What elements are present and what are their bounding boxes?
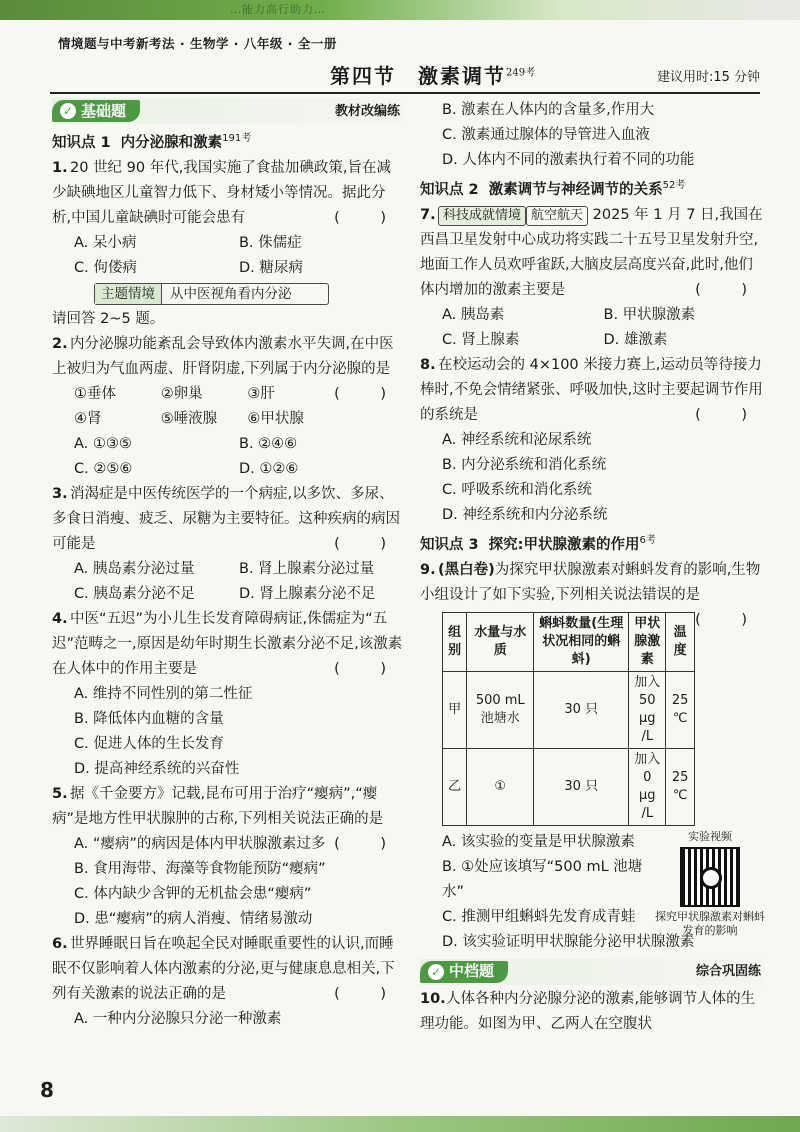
- q1-num: 1.: [52, 159, 68, 176]
- q3-options: [52, 557, 404, 607]
- q9-paren: ( ): [695, 611, 765, 628]
- table-cell: 25 ℃: [666, 671, 695, 748]
- q2-item-5: ⑤唾液腺: [160, 410, 218, 427]
- experiment-table: [442, 612, 695, 826]
- q6-option-c[interactable]: C. 激素通过腺体的导管进入血液: [442, 127, 650, 143]
- table-header: 组别: [443, 612, 467, 671]
- q5-option-b[interactable]: B. 食用海带、海藻等食物能预防“瘿病”: [74, 860, 326, 877]
- table-cell: 25 ℃: [666, 748, 695, 825]
- q5-option-a[interactable]: A. “瘿病”的病因是体内甲状腺激素过多: [74, 835, 326, 852]
- q3-option-d[interactable]: D. 肾上腺素分泌不足: [239, 585, 376, 602]
- q9-option-c[interactable]: C. 推测甲组蝌蚪先发育成青蛙: [442, 908, 636, 925]
- q2-options: [52, 432, 404, 482]
- q5-option-c[interactable]: C. 体内缺少含钾的无机盐会患“瘿病”: [74, 885, 312, 902]
- question-7: [420, 203, 765, 303]
- q5-option-d[interactable]: D. 患“瘿病”的病人消瘦、情绪易激动: [74, 910, 313, 927]
- bottom-decorative-strip: [0, 1116, 800, 1132]
- q3-text: 消渴症是中医传统医学的一个病症,以多饮、多尿、多食日消瘦、疲乏、尿糖为主要特征。这种疾病的病因可能是: [52, 485, 400, 552]
- q3-option-b[interactable]: B. 肾上腺素分泌过量: [239, 560, 375, 577]
- knowledge-point-1: [52, 126, 404, 156]
- q2-text: 内分泌腺功能紊乱会导致体内激素水平失调,在中医上被归为气血两虚、肝肾阴虚,下列属于内分泌腺的是: [52, 335, 394, 377]
- q6-option-d[interactable]: D. 人体内不同的激素执行着不同的功能: [442, 152, 695, 168]
- q7-option-b[interactable]: B. 甲状腺激素: [603, 306, 696, 323]
- q3-paren: ( ): [334, 535, 404, 552]
- q2-paren: ( ): [334, 385, 404, 402]
- q2-num: 2.: [52, 335, 68, 352]
- table-header: 水量与水质: [467, 612, 534, 671]
- q9-option-b[interactable]: B. ①处应该填写“500 mL 池塘水”: [442, 858, 643, 900]
- question-8: [420, 353, 765, 428]
- q8-paren: ( ): [695, 406, 765, 423]
- q7-option-a[interactable]: A. 胰岛素: [442, 306, 505, 323]
- q2-item-2: ②卵巢: [160, 385, 203, 402]
- table-header-row: [443, 612, 695, 671]
- kp1-sup: 191考: [222, 133, 252, 144]
- q2-option-b[interactable]: B. ②④⑥: [239, 435, 298, 452]
- table-cell: 500 mL 池塘水: [467, 671, 534, 748]
- q8-num: 8.: [420, 356, 436, 373]
- theme-label: 主题情境: [95, 284, 162, 304]
- table-row: [443, 671, 695, 748]
- q6-paren: ( ): [334, 985, 404, 1002]
- theme-title: 从中医视角看内分泌: [170, 285, 292, 302]
- q7-context-pill: 科技成就情境: [438, 206, 526, 226]
- section-title: [330, 60, 535, 89]
- q8-option-c[interactable]: C. 呼吸系统和消化系统: [442, 481, 592, 498]
- table-cell: 加入 0 μg /L: [629, 748, 666, 825]
- q1-options: [52, 231, 404, 281]
- q2-item-4: ④肾: [74, 410, 102, 427]
- header-divider: [50, 92, 760, 94]
- q4-text: 中医“五迟”为小儿生长发育障碍病证,侏儒症为“五迟”范畴之一,原因是幼年时期生长激素分泌不足,该激素在人体中的作用主要是: [52, 610, 403, 677]
- q2-item-6: ⑥甲状腺: [247, 410, 304, 427]
- left-column: [52, 98, 404, 1032]
- table-row: [443, 748, 695, 825]
- table-cell: 甲: [443, 671, 467, 748]
- section-title-sup: 249考: [506, 67, 536, 79]
- theme-context-box: [94, 283, 329, 305]
- question-1: [52, 156, 404, 231]
- q9-num: 9.: [420, 561, 436, 578]
- mid-section-bar: [420, 959, 765, 985]
- q9-option-a[interactable]: A. 该实验的变量是甲状腺激素: [442, 833, 635, 850]
- top-strip-text: …能力高行助力…: [230, 3, 326, 16]
- q8-option-b[interactable]: B. 内分泌系统和消化系统: [442, 456, 607, 473]
- q9-option-d[interactable]: D. 该实验证明甲状腺能分泌甲状腺激素: [442, 933, 695, 950]
- check-icon: ✓: [428, 964, 444, 980]
- question-4: [52, 607, 404, 682]
- mid-tag: [420, 961, 508, 983]
- q7-option-c[interactable]: C. 肾上腺素: [442, 331, 520, 348]
- q3-num: 3.: [52, 485, 68, 502]
- table-header: 温度: [666, 612, 695, 671]
- q7-options: [420, 303, 765, 353]
- q7-text: 2025 年 1 月 7 日,我国在西昌卫星发射中心成功将实践二十五号卫星发射升空,地面工作人员欢呼雀跃,大脑皮层高度兴奋,此时,他们体内增加的激素主要是: [420, 206, 763, 298]
- mid-bar-right: 综合巩固练: [695, 964, 761, 980]
- q4-num: 4.: [52, 610, 68, 627]
- question-3: [52, 482, 404, 557]
- qr-code-icon[interactable]: [680, 847, 740, 907]
- knowledge-point-2: [420, 173, 765, 203]
- q7-paren: ( ): [695, 281, 765, 298]
- q9-options-block: [420, 829, 765, 937]
- q4-option-c[interactable]: C. 促进人体的生长发育: [74, 735, 224, 752]
- q10-text: 人体各种内分泌腺分泌的激素,能够调节人体的生理功能。如图为甲、乙两人在空腹状: [420, 990, 756, 1032]
- right-column: [420, 98, 765, 1037]
- kp2-num: 知识点 2: [420, 181, 479, 198]
- section-title-text: 第四节 激素调节: [330, 64, 506, 88]
- q4-option-a[interactable]: A. 维持不同性别的第二性征: [74, 685, 253, 702]
- q2-items: [52, 382, 334, 432]
- q1-option-d[interactable]: D. 糖尿病: [239, 259, 303, 276]
- kp3-num: 知识点 3: [420, 536, 479, 553]
- table-cell: 加入 50 μg /L: [629, 671, 666, 748]
- basic-section-bar: [52, 98, 404, 124]
- kp1-title: 内分泌腺和激素: [120, 134, 223, 151]
- basic-tag: [52, 100, 140, 122]
- table-cell: 30 只: [534, 748, 629, 825]
- qr-block: [655, 830, 765, 938]
- q8-option-d[interactable]: D. 神经系统和内分泌系统: [442, 506, 608, 523]
- kp1-num: 知识点 1: [52, 134, 111, 151]
- question-6: [52, 932, 404, 1007]
- q5-num: 5.: [52, 785, 68, 802]
- q6-option-a[interactable]: A. 一种内分泌腺只分泌一种激素: [74, 1010, 282, 1027]
- q6-num: 6.: [52, 935, 68, 952]
- q1-option-b[interactable]: B. 侏儒症: [239, 234, 302, 251]
- q1-paren: ( ): [334, 209, 404, 226]
- qr-title: 实验视频: [688, 829, 732, 843]
- q6-option-b[interactable]: B. 激素在人体内的含量多,作用大: [442, 102, 655, 118]
- qr-caption: 探究甲状腺激素对蝌蚪发育的影响: [655, 909, 765, 937]
- question-10: [420, 987, 765, 1037]
- basic-tag-label: 基础题: [81, 101, 127, 120]
- q10-num: 10.: [420, 990, 446, 1007]
- q7-num: 7.: [420, 206, 436, 223]
- intro-2-5: 请回答 2~5 题。: [52, 310, 165, 327]
- q2-option-d[interactable]: D. ①②⑥: [239, 460, 299, 477]
- table-header: 蝌蚪数量(生理状况相同的蝌蚪): [534, 612, 629, 671]
- kp2-title: 激素调节与神经调节的关系: [488, 181, 663, 198]
- q1-option-c[interactable]: C. 佝偻病: [74, 259, 137, 276]
- q5-text: 据《千金要方》记载,昆布可用于治疗“瘿病”,“瘿病”是地方性甲状腺肿的古称,下列相关说法正确的是: [52, 785, 384, 827]
- q1-text: 20 世纪 90 年代,我国实施了食盐加碘政策,旨在减少缺碘地区儿童智力低下、身材矮小等情况。据此分析,中国儿童缺碘时可能会患有: [52, 159, 391, 226]
- q3-option-a[interactable]: A. 胰岛素分泌过量: [74, 560, 195, 577]
- knowledge-point-3: [420, 528, 765, 558]
- book-header: 情境题与中考新考法 · 生物学 · 八年级 · 全一册: [58, 36, 337, 51]
- q7-option-d[interactable]: D. 雄激素: [603, 331, 668, 348]
- mid-tag-label: 中档题: [449, 962, 495, 981]
- top-decorative-strip: [0, 0, 800, 20]
- q8-option-a[interactable]: A. 神经系统和泌尿系统: [442, 431, 592, 448]
- q5-paren: ( ): [334, 835, 404, 852]
- q8-text: 在校运动会的 4×100 米接力赛上,运动员等待接力棒时,不免会情绪紧张、呼吸加快,这时主要起调节作用的系统是: [420, 356, 763, 423]
- kp2-sup: 52考: [662, 180, 686, 191]
- suggested-time: 建议用时:15 分钟: [656, 70, 760, 85]
- table-cell: 乙: [443, 748, 467, 825]
- check-icon: ✓: [60, 103, 76, 119]
- table-cell: 30 只: [534, 671, 629, 748]
- q4-option-b[interactable]: B. 降低体内血糖的含量: [74, 710, 224, 727]
- q9-text: 为探究甲状腺激素对蝌蚪发育的影响,生物小组设计了如下实验,下列相关说法错误的是: [420, 561, 761, 603]
- table-header: 甲状腺激素: [629, 612, 666, 671]
- q1-option-a[interactable]: A. 呆小病: [74, 234, 137, 251]
- page-number: 8: [40, 1078, 54, 1102]
- q2-option-c[interactable]: C. ②⑤⑥: [74, 460, 133, 477]
- q6-text: 世界睡眠日旨在唤起全民对睡眠重要性的认识,而睡眠不仅影响着人体内激素的分泌,更与健康息息相关,下列有关激素的说法正确的是: [52, 935, 395, 1002]
- q4-option-d[interactable]: D. 提高神经系统的兴奋性: [74, 760, 240, 777]
- table-cell: ①: [467, 748, 534, 825]
- basic-bar-right: 教材改编练: [334, 103, 400, 119]
- q2-option-a[interactable]: A. ①③⑤: [74, 435, 132, 452]
- kp3-title: 探究:甲状腺激素的作用: [488, 536, 640, 553]
- q4-paren: ( ): [334, 660, 404, 677]
- q9-label: (黑白卷): [438, 561, 495, 578]
- kp3-sup: 6考: [639, 534, 656, 546]
- q7-topic-pill: 航空航天: [526, 206, 588, 226]
- q2-item-1: ①垂体: [74, 385, 116, 402]
- question-9: [420, 558, 765, 628]
- q3-option-c[interactable]: C. 胰岛素分泌不足: [74, 585, 195, 602]
- q2-item-3: ③肝: [247, 385, 275, 402]
